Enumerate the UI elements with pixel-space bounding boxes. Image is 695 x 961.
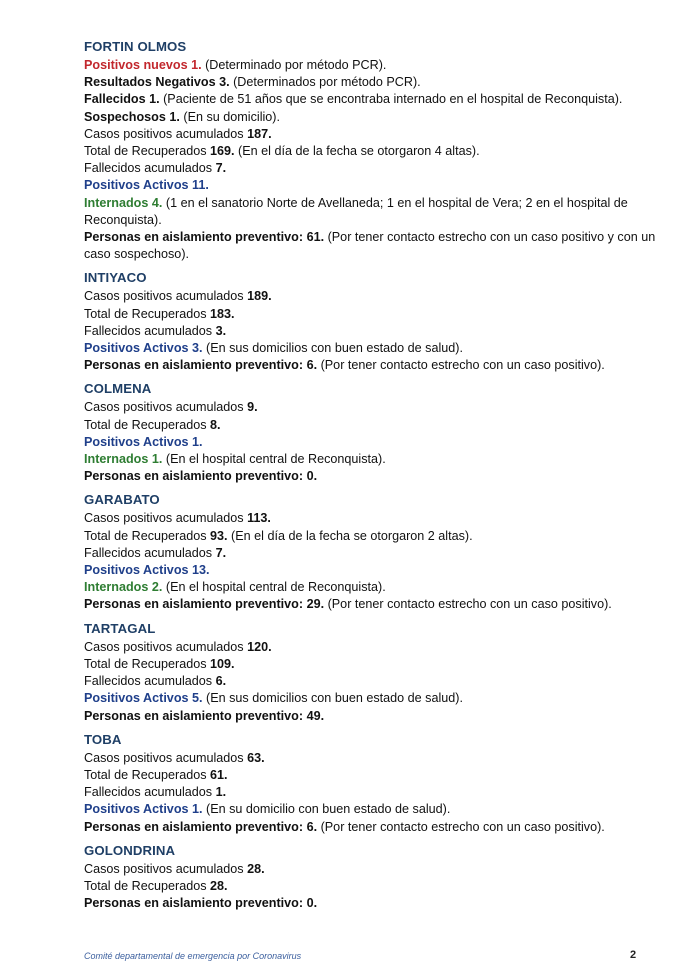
stat-value: 6. <box>306 819 318 834</box>
stat-value: 9. <box>247 400 258 415</box>
stat-label: Personas en aislamiento preventivo: <box>84 230 304 245</box>
stat-line <box>84 596 674 613</box>
footer-text: Comité departamental de emergencia por Coronavirus <box>84 951 302 961</box>
stat-label: Casos positivos acumulados <box>84 126 244 141</box>
stat-value: 109. <box>210 656 235 671</box>
stat-line <box>84 562 674 579</box>
report-body <box>84 38 674 918</box>
stat-label: Total de Recuperados <box>84 656 207 671</box>
section-title: INTIYACO <box>84 270 147 286</box>
stat-line <box>84 451 674 468</box>
stat-line <box>84 323 674 340</box>
stat-label: Casos positivos acumulados <box>84 289 244 304</box>
stat-value: 169. <box>210 144 235 159</box>
stat-value: 61. <box>210 767 228 782</box>
section-intiyaco <box>84 269 674 374</box>
stat-value: 1. <box>149 92 160 107</box>
stat-value: 93. <box>210 528 228 543</box>
stat-line <box>84 399 674 416</box>
stat-line <box>84 656 674 673</box>
stat-value: 2. <box>151 580 163 595</box>
section-toba <box>84 731 674 836</box>
section-golondrina <box>84 842 674 913</box>
stat-value: 61. <box>306 230 325 245</box>
stat-value: 6. <box>306 358 318 373</box>
stat-line <box>84 673 674 690</box>
stat-label: Personas en aislamiento preventivo: <box>84 597 304 612</box>
section-title: GOLONDRINA <box>84 842 176 858</box>
stat-value: 4. <box>151 195 163 210</box>
stat-label: Positivos Activos <box>84 802 193 817</box>
stat-label: Casos positivos acumulados <box>84 511 244 526</box>
stat-value: 28. <box>247 861 265 876</box>
stat-label: Total de Recuperados <box>84 878 207 893</box>
stat-label: Casos positivos acumulados <box>84 861 244 876</box>
stat-label: Casos positivos acumulados <box>84 750 244 765</box>
stat-label: Positivos Activos <box>84 178 189 193</box>
stat-line <box>84 417 674 434</box>
stat-line <box>84 767 674 784</box>
stat-value: 49. <box>306 708 325 723</box>
stat-label: Casos positivos acumulados <box>84 400 244 415</box>
stat-label: Personas en aislamiento preventivo: <box>84 708 304 723</box>
stat-line <box>84 306 674 323</box>
stat-label: Internados <box>84 580 149 595</box>
stat-line <box>84 160 674 177</box>
stat-line <box>84 91 674 108</box>
stat-line <box>84 229 674 263</box>
stat-value: 1. <box>151 452 163 467</box>
stat-line <box>84 340 674 357</box>
stat-line <box>84 895 674 912</box>
stat-label: Fallecidos acumulados <box>84 161 213 176</box>
stat-label: Resultados Negativos <box>84 75 216 90</box>
stat-value: 1. <box>169 109 180 124</box>
stat-label: Positivos Activos <box>84 434 189 449</box>
section-title: FORTIN OLMOS <box>84 39 187 54</box>
stat-line <box>84 690 674 707</box>
section-fortin-olmos <box>84 38 674 263</box>
stat-line <box>84 468 674 485</box>
stat-label: Internados <box>84 195 149 210</box>
stat-line <box>84 819 674 836</box>
section-colmena <box>84 380 674 485</box>
stat-line <box>84 784 674 801</box>
stat-value: 7. <box>215 161 227 176</box>
stat-detail: (En el día de la fecha se otorgaron 4 altas). <box>234 144 480 159</box>
stat-line <box>84 528 674 545</box>
stat-label: Total de Recuperados <box>84 767 207 782</box>
stat-value: 1. <box>192 802 203 817</box>
stat-label: Personas en aislamiento preventivo: <box>84 896 304 911</box>
stat-detail: (En su domicilio). <box>179 109 280 124</box>
stat-value: 3. <box>192 341 203 356</box>
stat-detail: (En el hospital central de Reconquista). <box>162 580 386 595</box>
stat-detail: (Por tener contacto estrecho con un caso positivo). <box>317 819 605 834</box>
stat-value: 183. <box>210 306 235 321</box>
stat-value: 0. <box>306 469 318 484</box>
stat-value: 7. <box>215 545 227 560</box>
stat-label: Total de Recuperados <box>84 528 207 543</box>
stat-label: Sospechosos <box>84 109 166 124</box>
stat-line <box>84 357 674 374</box>
stat-line <box>84 861 674 878</box>
stat-line <box>84 109 674 126</box>
stat-value: 63. <box>247 750 265 765</box>
stat-value: 0. <box>306 896 318 911</box>
stat-line <box>84 639 674 656</box>
stat-value: 28. <box>210 878 228 893</box>
stat-value: 6. <box>215 674 227 689</box>
stat-label: Internados <box>84 452 149 467</box>
stat-line <box>84 126 674 143</box>
section-title: COLMENA <box>84 381 152 397</box>
stat-line <box>84 288 674 305</box>
section-title: TOBA <box>84 731 122 747</box>
stat-value: 3. <box>219 75 230 90</box>
stat-label: Positivos Activos <box>84 341 193 356</box>
stat-label: Total de Recuperados <box>84 144 207 159</box>
stat-value: 187. <box>247 126 272 141</box>
stat-label: Fallecidos <box>84 92 146 107</box>
stat-line <box>84 74 674 91</box>
stat-detail: (1 en el sanatorio Norte de Avellaneda; 1 en el hospital de Vera; 2 en el hospital de Reconquista). <box>84 195 628 227</box>
section-tartagal <box>84 620 674 725</box>
stat-label: Casos positivos acumulados <box>84 639 244 654</box>
stat-line <box>84 545 674 562</box>
stat-label: Fallecidos acumulados <box>84 323 213 338</box>
stat-value: 11. <box>192 178 209 193</box>
stat-detail: (En el hospital central de Reconquista). <box>162 452 386 467</box>
stat-line <box>84 177 674 194</box>
stat-detail: (Por tener contacto estrecho con un caso positivo). <box>317 358 605 373</box>
stat-label: Total de Recuperados <box>84 417 207 432</box>
stat-line <box>84 801 674 818</box>
stat-detail: (En sus domicilios con buen estado de salud). <box>202 691 463 706</box>
stat-line <box>84 57 674 74</box>
section-garabato <box>84 491 674 613</box>
stat-detail: (En el día de la fecha se otorgaron 2 altas). <box>227 528 473 543</box>
stat-value: 1. <box>191 58 202 72</box>
stat-detail: (Por tener contacto estrecho con un caso positivo y con un caso sospechoso). <box>84 230 656 262</box>
stat-detail: (En sus domicilios con buen estado de salud). <box>202 341 463 356</box>
stat-label: Total de Recuperados <box>84 306 207 321</box>
stat-detail: (En su domicilio con buen estado de salud). <box>202 802 451 817</box>
stat-value: 8. <box>210 417 221 432</box>
stat-value: 3. <box>215 323 227 338</box>
section-title: GARABATO <box>84 492 160 508</box>
stat-value: 1. <box>192 434 203 449</box>
stat-line <box>84 878 674 895</box>
stat-label: Personas en aislamiento preventivo: <box>84 819 304 834</box>
stat-line <box>84 579 674 596</box>
stat-value: 189. <box>247 289 272 304</box>
stat-label: Positivos nuevos <box>84 58 188 72</box>
stat-detail: (Determinados por método PCR). <box>229 75 421 90</box>
stat-value: 13. <box>192 563 210 578</box>
stat-label: Personas en aislamiento preventivo: <box>84 469 304 484</box>
stat-value: 120. <box>247 639 272 654</box>
stat-label: Personas en aislamiento preventivo: <box>84 358 304 373</box>
stat-value: 5. <box>192 691 203 706</box>
stat-value: 1. <box>215 785 227 800</box>
stat-value: 113. <box>247 511 271 526</box>
stat-label: Fallecidos acumulados <box>84 545 213 560</box>
stat-line <box>84 708 674 725</box>
stat-line <box>84 434 674 451</box>
page-number: 2 <box>630 949 637 961</box>
stat-label: Positivos Activos <box>84 563 189 578</box>
section-title: TARTAGAL <box>84 620 156 636</box>
stat-label: Fallecidos acumulados <box>84 674 213 689</box>
stat-line <box>84 750 674 767</box>
stat-detail: (Determinado por método PCR). <box>201 58 387 72</box>
stat-line <box>84 195 674 229</box>
stat-line <box>84 143 674 160</box>
stat-label: Positivos Activos <box>84 691 193 706</box>
stat-value: 29. <box>306 597 325 612</box>
stat-label: Fallecidos acumulados <box>84 785 213 800</box>
stat-detail: (Paciente de 51 años que se encontraba internado en el hospital de Reconquista). <box>159 92 623 107</box>
stat-detail: (Por tener contacto estrecho con un caso positivo). <box>324 597 612 612</box>
stat-line <box>84 510 674 527</box>
